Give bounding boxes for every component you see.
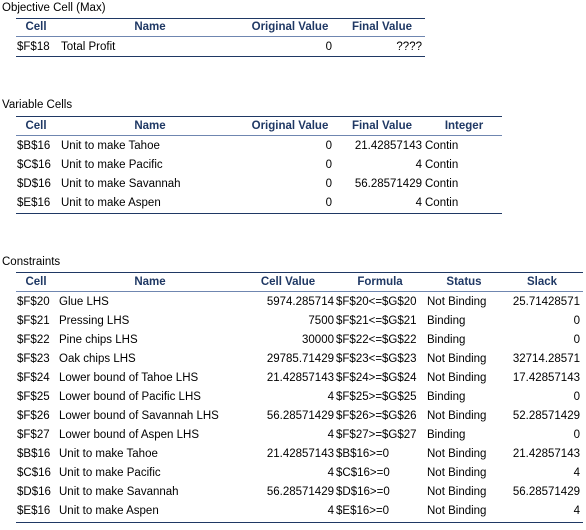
constraints-slack: 4 [573, 505, 580, 517]
constraints-header-status: Status [446, 276, 482, 288]
constraints-formula: $F$24>=$G$24 [336, 372, 417, 384]
variables-header-cell: Cell [25, 120, 47, 132]
constraints-status: Not Binding [427, 410, 487, 422]
constraints-cell-name: Pine chips LHS [59, 334, 138, 346]
constraints-cell-name: Lower bound of Aspen LHS [59, 429, 200, 441]
constraints-cell-value: 5974.285714 [266, 296, 334, 308]
constraints-status: Not Binding [427, 296, 487, 308]
constraints-formula: $F$21<=$G$21 [336, 315, 417, 327]
variables-cell-ref: $C$16 [17, 159, 51, 171]
variables-header-original: Original Value [251, 120, 329, 132]
variables-cell-ref: $D$16 [17, 178, 51, 190]
constraints-cell-name: Lower bound of Savannah LHS [59, 410, 219, 422]
variables-cell-ref: $B$16 [17, 140, 51, 152]
constraints-cell-value: 4 [327, 467, 334, 479]
objective-original-value: 0 [325, 41, 332, 53]
constraints-cell-ref: $B$16 [17, 448, 51, 460]
constraints-status: Binding [427, 315, 466, 327]
constraints-formula: $F$27>=$G$27 [336, 429, 417, 441]
constraints-cell-name: Lower bound of Pacific LHS [59, 391, 201, 403]
objective-header-top-line [16, 18, 425, 19]
objective-header-original: Original Value [251, 21, 329, 33]
variables-section-title: Variable Cells [2, 99, 73, 111]
constraints-cell-ref: $E$16 [17, 505, 51, 517]
constraints-cell-value: 4 [327, 391, 334, 403]
constraints-bottom-line [16, 522, 583, 523]
constraints-header-top-line [16, 272, 583, 273]
constraints-slack: 0 [573, 429, 580, 441]
variables-cell-name: Unit to make Pacific [61, 159, 163, 171]
constraints-cell-value: 21.42857143 [266, 448, 334, 460]
objective-section-title: Objective Cell (Max) [2, 2, 106, 14]
constraints-slack: 17.42857143 [512, 372, 580, 384]
constraints-slack: 25.71428571 [512, 296, 580, 308]
constraints-cell-ref: $F$20 [17, 296, 50, 308]
objective-header-final: Final Value [351, 21, 413, 33]
constraints-cell-name: Oak chips LHS [59, 353, 136, 365]
constraints-cell-ref: $F$27 [17, 429, 50, 441]
variables-integer: Contin [425, 140, 459, 152]
constraints-formula: $F$25>=$G$25 [336, 391, 417, 403]
constraints-slack: 52.28571429 [512, 410, 580, 422]
constraints-section-title: Constraints [2, 256, 61, 268]
constraints-cell-value: 4 [327, 505, 334, 517]
variables-header-name: Name [134, 120, 166, 132]
constraints-slack: 0 [573, 391, 580, 403]
objective-final-value: ???? [396, 41, 422, 53]
variables-integer: Contin [425, 178, 459, 190]
constraints-cell-value: 21.42857143 [266, 372, 334, 384]
constraints-cell-value: 56.28571429 [266, 410, 334, 422]
variables-final-value: 4 [415, 159, 422, 171]
variables-integer: Contin [425, 159, 459, 171]
constraints-cell-name: Glue LHS [59, 296, 109, 308]
constraints-cell-value: 4 [327, 429, 334, 441]
variables-original-value: 0 [325, 140, 332, 152]
objective-header-name: Name [134, 21, 166, 33]
constraints-slack: 56.28571429 [512, 486, 580, 498]
variables-final-value: 4 [415, 197, 422, 209]
constraints-header-name: Name [134, 276, 166, 288]
constraints-status: Not Binding [427, 486, 487, 498]
variables-integer: Contin [425, 197, 459, 209]
variables-original-value: 0 [325, 197, 332, 209]
constraints-formula: $F$26>=$G$26 [336, 410, 417, 422]
objective-bottom-line [16, 56, 425, 57]
constraints-cell-name: Unit to make Pacific [59, 467, 161, 479]
constraints-header-value: Cell Value [260, 276, 316, 288]
constraints-cell-name: Unit to make Aspen [59, 505, 159, 517]
constraints-cell-ref: $F$26 [17, 410, 50, 422]
constraints-formula: $F$23<=$G$23 [336, 353, 417, 365]
constraints-status: Binding [427, 391, 466, 403]
variables-cell-ref: $E$16 [17, 197, 51, 209]
constraints-status: Binding [427, 334, 466, 346]
constraints-cell-ref: $F$24 [17, 372, 50, 384]
constraints-header-formula: Formula [357, 276, 403, 288]
constraints-slack: 0 [573, 334, 580, 346]
variables-original-value: 0 [325, 159, 332, 171]
constraints-cell-name: Unit to make Tahoe [59, 448, 158, 460]
variables-bottom-line [16, 213, 502, 214]
constraints-formula: $D$16>=0 [336, 486, 390, 498]
variables-cell-name: Unit to make Aspen [61, 197, 161, 209]
objective-header-cell: Cell [25, 21, 47, 33]
constraints-cell-ref: $D$16 [17, 486, 51, 498]
constraints-cell-name: Pressing LHS [59, 315, 130, 327]
constraints-cell-name: Unit to make Savannah [59, 486, 179, 498]
variables-final-value: 21.42857143 [354, 140, 422, 152]
variables-header-bottom-line [16, 135, 502, 136]
constraints-cell-value: 29785.71429 [266, 353, 334, 365]
constraints-formula: $F$22<=$G$22 [336, 334, 417, 346]
constraints-cell-name: Lower bound of Tahoe LHS [59, 372, 199, 384]
constraints-slack: 32714.28571 [512, 353, 580, 365]
constraints-formula: $E$16>=0 [336, 505, 390, 517]
constraints-status: Not Binding [427, 353, 487, 365]
constraints-header-bottom-line [16, 291, 583, 292]
constraints-slack: 21.42857143 [512, 448, 580, 460]
variables-header-integer: Integer [444, 120, 484, 132]
constraints-header-slack: Slack [526, 276, 558, 288]
constraints-formula: $B$16>=0 [336, 448, 390, 460]
constraints-status: Not Binding [427, 372, 487, 384]
constraints-slack: 0 [573, 315, 580, 327]
variables-final-value: 56.28571429 [354, 178, 422, 190]
constraints-cell-value: 56.28571429 [266, 486, 334, 498]
objective-cell-name: Total Profit [61, 41, 116, 53]
objective-cell-ref: $F$18 [17, 41, 50, 53]
constraints-header-cell: Cell [25, 276, 47, 288]
objective-header-bottom-line [16, 36, 425, 37]
constraints-cell-ref: $F$23 [17, 353, 50, 365]
constraints-cell-ref: $F$21 [17, 315, 50, 327]
variables-header-final: Final Value [351, 120, 413, 132]
variables-cell-name: Unit to make Savannah [61, 178, 181, 190]
constraints-cell-value: 30000 [302, 334, 334, 346]
variables-original-value: 0 [325, 178, 332, 190]
constraints-cell-value: 7500 [308, 315, 334, 327]
variables-cell-name: Unit to make Tahoe [61, 140, 160, 152]
constraints-cell-ref: $C$16 [17, 467, 51, 479]
constraints-slack: 4 [573, 467, 580, 479]
constraints-status: Not Binding [427, 448, 487, 460]
constraints-formula: $C$16>=0 [336, 467, 390, 479]
constraints-cell-ref: $F$22 [17, 334, 50, 346]
constraints-status: Not Binding [427, 505, 487, 517]
variables-header-top-line [16, 116, 502, 117]
constraints-formula: $F$20<=$G$20 [336, 296, 417, 308]
constraints-cell-ref: $F$25 [17, 391, 50, 403]
constraints-status: Binding [427, 429, 466, 441]
constraints-status: Not Binding [427, 467, 487, 479]
